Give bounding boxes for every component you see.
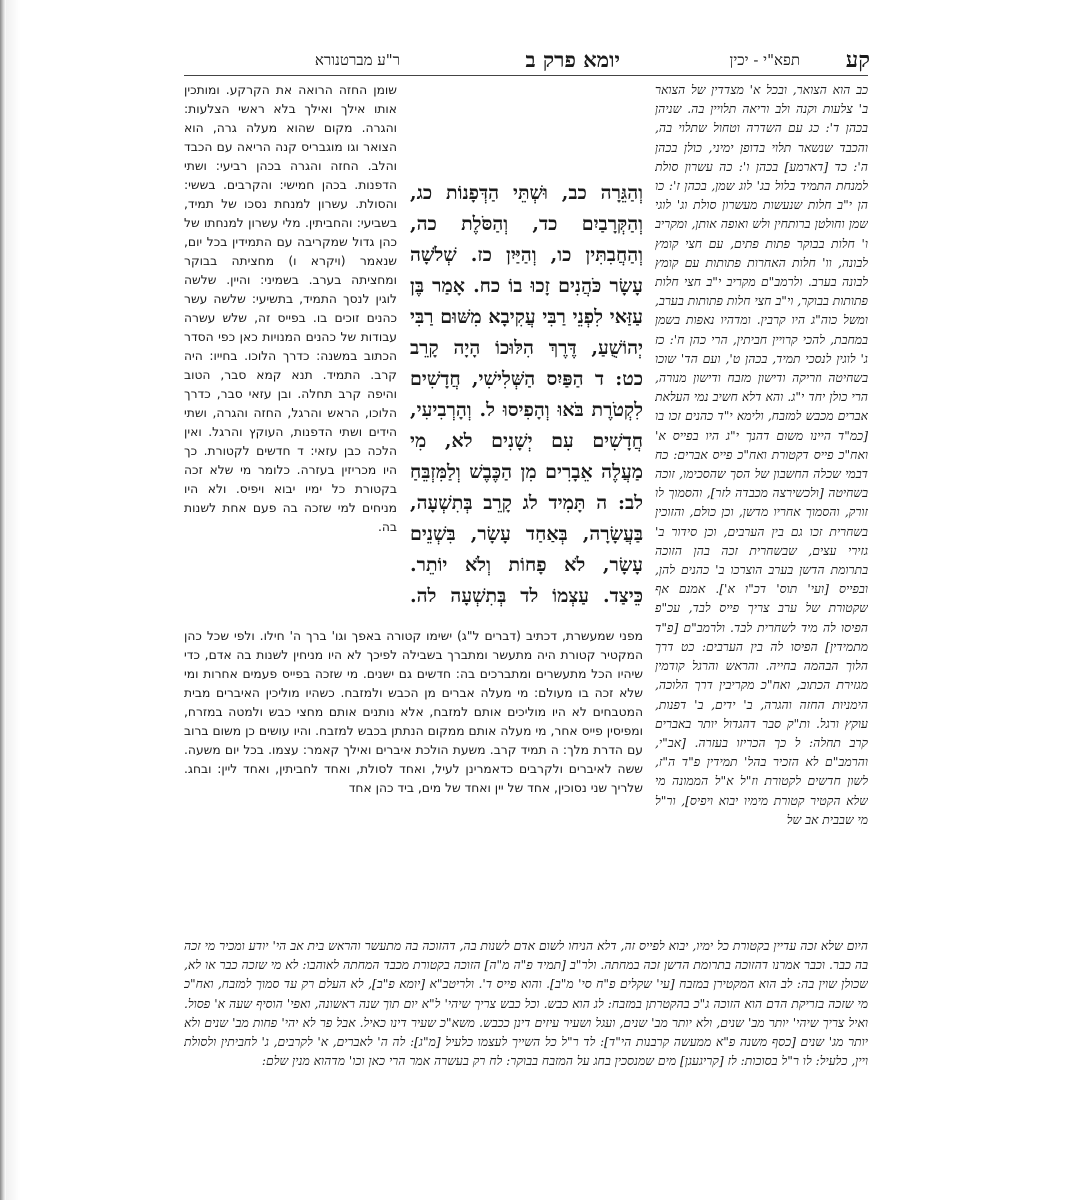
page-number: קע <box>845 47 870 73</box>
footnote-block <box>184 937 868 1137</box>
bartenura-continuation <box>184 627 643 937</box>
running-header <box>280 47 870 73</box>
header-subtitle: תפא"י - יכין <box>729 51 800 69</box>
header-title: יומא פרק ב <box>525 47 620 72</box>
mishnah-column <box>410 178 643 610</box>
bartenura-column <box>184 81 397 629</box>
footnote-text: היום שלא זכה עדיין בקטורת כל ימיו, יבוא לפייס זה, דלא הניחו לשום אדם לשנות בה, דהזוכה בה מתעשר והראש בית אב הי' יודע ומכיר מי זכה בה כבר. וכבר אמרנו דהזוכה בתרומת הדשן זכה במחתה. ולר"ב [תמיד פ"ה מ"ה] הזוכה בקטורת מכבד המחתה לאוהבו: לא מי שזכה כבר או לא, שכולן שוין בה: לב הוא המקטירן במזבח [עי' שקלים פ"ח סי' מ"ב]. והוא פייס ד'. ולריטב"א [יומא פ"ב], לא העלם רק עד סמוך למזבח, ואח"כ מי שזכה בזריקת הדם הוא הזוכה ג"כ בהקטרתן במזבח: לג הוא כבש. וכל כבש צריך שיהי' ל"א יום תוך שנה ראשונה, ואפי' הוסיף שעה א' פסול. ואיל צריך שיהי' יותר מב' שנים, ולא יותר מב' שנים, ועגל ושעיר עיזים דינן ככבש. משא"כ שעיר דינו כאיל. אבל פר לא יהי' פחות מב' שנים ולא יותר מג' שנים [כסף משנה פ"א ממעשה קרבנות הי"ד]: לד ר"ל כל השייך לעצמו כלעיל [מ"ג]: לה ה' לאברים, א' לקרבים, ג' לחביתין ולסולת ויין, כלעיל: לו ר"ל בסוכות: לז [קריגעגן] מים שמנסכין בחג על המזבח בבוקר: לח רק בעשרה אמר הרי כאן וכו' מדהוא מנין שלם: <box>184 939 868 1069</box>
mishnah-text: וְהַגֵּרָה כב, וּשְׁתֵּי הַדְּפָנוֹת כג, וְהַקְּרָבַיִם כד, וְהַסֹּלֶת כה, וְהַחֲבִתִּין כו, וְהַיַּיִן כז. שְׁלֹשָׁה עָשָׂר כֹּהֲנִים זָכוּ בוֹ כח. אָמַר בֶּן עַזַּאי לִפְנֵי רַבִּי עֲקִיבָא מִשּׁוּם רַבִּי יְהוֹשֻׁעַ, דֶּרֶךְ הִלּוּכוֹ הָיָה קָרֵב כט: ד הַפַּיִס הַשְּׁלִישִׁי, חֲדָשִׁים לִקְטֹרֶת בֹּאוּ וְהָפִיסוּ ל. וְהָרְבִיעִי, חֲדָשִׁים עִם יְשָׁנִים לא, מִי מַעֲלֶה אֵבָרִים מִן הַכֶּבֶשׁ וְלַמִּזְבֵּחַ לב: ה תָּמִיד לג קָרֵב בְּתִשְׁעָה, בַּעֲשָׂרָה, בְּאַחַד עָשָׂר, בִּשְׁנֵים עָשָׂר, לֹא פָחוֹת וְלֹא יוֹתֵר. כֵּיצַד. עַצְמוֹ לד בְּתִשְׁעָה לה. <box>410 182 643 607</box>
header-rule <box>184 75 868 76</box>
tiferet-yisrael-text: כב הוא הצואר, ובכל א' מצדדין של הצואר ב' צלעות וקנה ולב וריאה תלויין בה. שניהן בכהן ד': כג עם השדרה וטחול שתלוי בה, והכבד שנשאר תלוי בדופן ימיני, כולן בכהן ה': כד [דארמע] בכהן ו': כה עשרון סולת למנחת התמיד בלול בג' לוג שמן, בכהן ז': כו הן י"ב חלות שנעשות מעשרון סולת וג' לוגי שמן וחולטן ברותחין ולש ואופה אותן, ומקריב ו' חלות בבוקר פתות פתים, עם חצי קומץ לבונה, וו' חלות האחרות פתותות עם קומץ לבונה בערב. ולרמב"ם מקריב י"ב חצי חלות פתותות בבוקר, וי"ב חצי חלות פתותות בערב, ומשל כוה"ג היו קרבין. ומדהיו נאפות בשמן במחבת, להכי קרויין חביתין, הרי כהן ח': כז ג' לוגין לנסכי תמיד, בכהן ט', ועם הד' שוכו בשחיטה וזריקה ודישון מזבח ודישון מנורה, הרי כולן יחד י"ג. והא דלא חשיב נמי העלאת אברים מכבש למזבח, ולימא י"ד כהנים זכו בו [כמ"ד היינו משום דהנך י"ג היו בפייס א' ואח"כ פייס דקטורת ואח"כ פייס אברים: כח דבמי שכלה החשבון של הסך שהסכימו, זוכה בשחיטה [ולכשירצה מכבדה לזר], והסמוך לו זורק, והסמוך אחריו מדשן, וכן כולם, והזוכין בשחרית זכו גם בין הערבים, וכן סידור ב' גזירי עצים, שבשחרית זכה בהן הזוכה בתרומת הדשן בערב הוצרכו ב' כהנים להן, ובפייס [ועי' תוס' דכ"ו א']. אמנם אף שקטורת של ערב צריך פייס לבד, עכ"פ הפיסו לה מיד לשחרית לבד. ולרמב"ם [פ"ד מתמידין] הפיסו לה בין הערבים: כט דרך הלוך הבהמה בחייה. והראש והרגל קודמין מגזירת הכתוב, ואח"כ מקריבין דרך הלוכה, הימניות החזה והגרה, ב' ידים, ב' דפנות, עוקץ ורגל. ות"ק סבר דהגדול יותר באברים קרב תחלה: ל כך הכריזו בעזרה. [אב"י, והרמב"ם לא הזכיר בהל' תמידין פ"ד ה"ז, לשון חדשים לקטורת וז"ל א"ל הממונה מי שלא הקטיר קטורת מימיו יבוא ויפיס], ור"ל מי שבבית אב של <box>655 83 868 827</box>
fold-shadow <box>6 0 20 1200</box>
header-commentary-label: ר"ע מברטנורא <box>314 51 400 69</box>
bartenura-continuation-text: מפני שמעשרת, דכתיב (דברים ל"ג) ישימו קטורה באפך וגו' ברך ה' חילו. ולפי שכל כהן המקטיר קטורת היה מתעשר ומתברך בשבילה לפיכך לא היו מניחין לשנות בה אדם, כדי שיהיו הכל מתעשרים ומתברכים בה: חדשים גם ישנים. מי שזכה בפייס פעמים אחרות ומי שלא זכה בו מעולם: מי מעלה אברים מן הכבש ולמזבח. כשהיו מוליכין האיברים מבית המטבחים לא היו מוליכים אותם למזבח, אלא נותנים אותם מחצי כבש ולמטה במזרח, ומפיסין פייס אחר, מי מעלה אותם ממקום הנתתן בכבש למזבח. והיו עושים כן משום ברוב עם הדרת מלך: ה תמיד קרב. משעת הולכת איברים ואילך קאמר: עצמו. בכל יום משעה. ששה לאיברים ולקרבים כדאמרינן לעיל, ואחד לסולת, ואחד לחביתין, ואחד ליין: ובחג. שלריך שני נסוכין, אחד של יין ואחד של מים, ביד כהן אחד <box>184 629 643 795</box>
bartenura-text: שומן החזה הרואה את הקרקע. ומותכין אותו אילך ואילך בלא ראשי הצלעות: והגרה. מקום שהוא מעלה גרה, הוא הצואר וגו מוגבריס קנה הריאה עם הכבד והלב. החזה והגרה בכהן רביעי: ושתי הדפנות. בכהן חמישי: והקרבים. בששי: והסולת. עשרון למנחת נסכו של תמיד, בשביעי: והחביתין. מלי עשרון למנחתו של כהן גדול שמקריבה עם התמידין בכל יום, שנאמר (ויקרא ו) מחציתה בבוקר ומחציתה בערב. בשמיני: והיין. שלשה לוגין לנסך התמיד, בתשיעי: שלשה עשר כהנים זוכים בו. בפייס זה, שלש עשרה עבודות של כהנים המנויות כאן כפי הסדר הכתוב במשנה: כדרך הלוכו. בחייו: היה קרב. התמיד. תנא קמא סבר, הטוב והיפה קרב תחלה. ובן עזאי סבר, כדרך הלוכו, הראש והרגל, החזה והגרה, ושתי הידים ושתי הדפנות, העוקץ והרגל. ואין הלכה כבן עזאי: ד חדשים לקטורת. כך היו מכריזין בעזרה. כלומר מי שלא זכה בקטורת כל ימיו יבוא ויפיס. ולא היו מניחים למי שזכה בה פעם אחת לשנות בה. <box>184 83 397 534</box>
